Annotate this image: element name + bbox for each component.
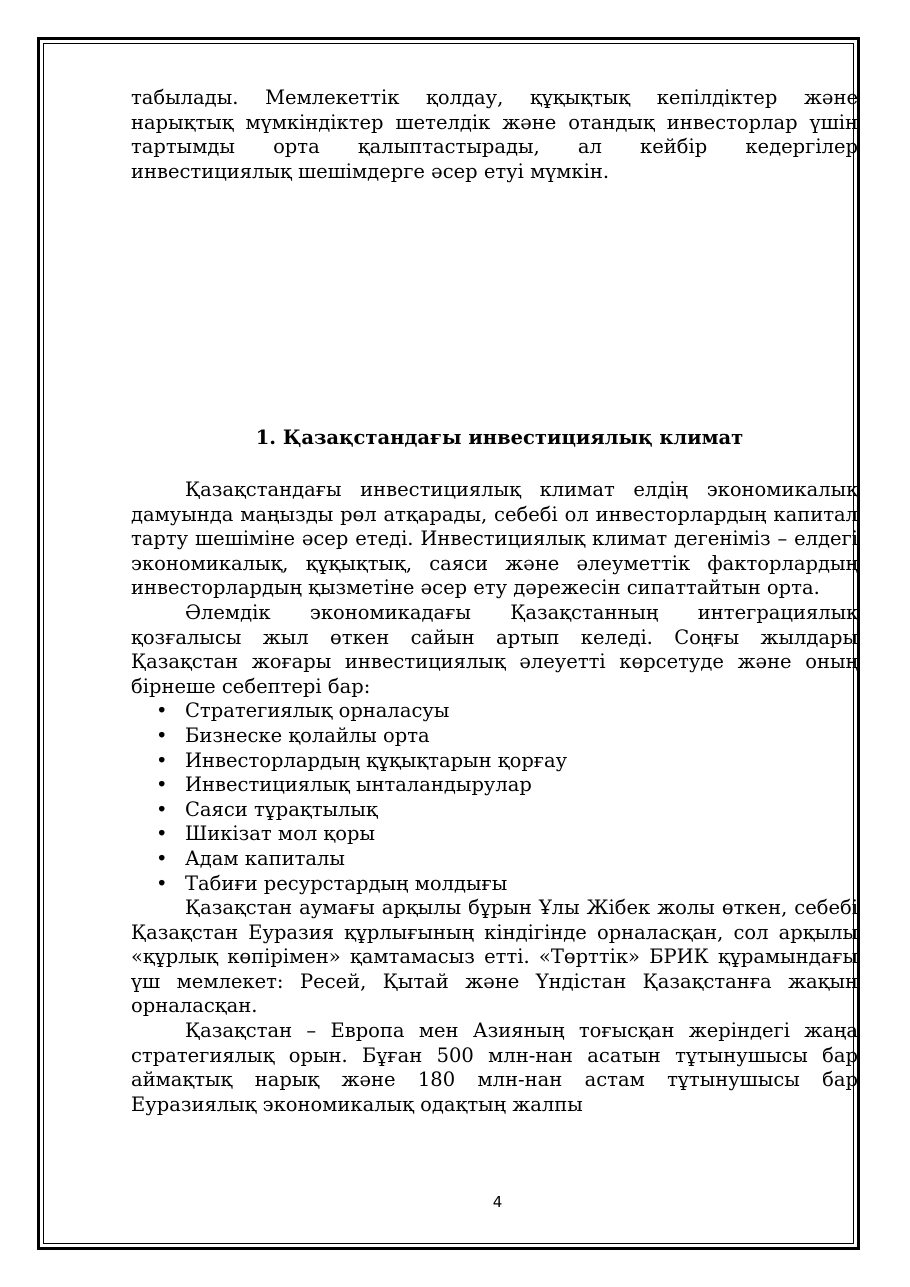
list-item: • Табиғи ресурстардың молдығы	[131, 872, 858, 897]
paragraph-4: Қазақстан – Европа мен Азияның тоғысқан жеріндегі жаңа стратегиялық орын. Бұған 500 млн-нан асатын тұтынушысы бар аймақтық нарық және 180 млн-нан астам тұтынушысы бар Еуразиялық экономикалық одақтың жалпы	[131, 1019, 858, 1116]
list-item: • Бизнеске қолайлы орта	[131, 724, 858, 749]
list-item: • Стратегиялық орналасуы	[131, 699, 858, 724]
list-item: • Шикізат мол қоры	[131, 822, 858, 847]
list-item: • Саяси тұрақтылық	[131, 798, 858, 823]
top-paragraph: табылады. Мемлекеттік қолдау, құқықтық кепілдіктер және нарықтық мүмкіндіктер шетелдік және отандық инвесторлар үшін тартымды орта қалыптастырады, ал кейбір кедергілер инвестициялық шешімдерге әсер етуі мүмкін.	[131, 86, 858, 183]
section-body	[131, 478, 858, 1117]
list-item: • Инвестициялық ынталандырулар	[131, 773, 858, 798]
page-content	[131, 86, 858, 1116]
list-item: • Адам капиталы	[131, 847, 858, 872]
page-number: 4	[492, 1193, 503, 1211]
list-item: • Инвесторлардың құқықтарын қорғау	[131, 749, 858, 774]
paragraph-3: Қазақстан аумағы арқылы бұрын Ұлы Жібек жолы өткен, себебі Қазақстан Еуразия құрлығының кіндігінде орналасқан, сол арқылы «құрлық көпірімен» қамтамасыз етті. «Төрттік» БРИК құрамындағы үш мемлекет: Ресей, Қытай және Үндістан Қазақстанға жақын орналасқан.	[131, 896, 858, 1018]
paragraph-1: Қазақстандағы инвестициялық климат елдің экономикалық дамуында маңызды рөл атқарады, себебі ол инвесторлардың капитал тарту шешіміне әсер етеді. Инвестициялық климат дегеніміз – елдегі экономикалық, құқықтық, саяси және әлеуметтік факторлардың инвесторлардың қызметіне әсер ету дәрежесін сипаттайтын орта.	[131, 478, 858, 600]
bullet-list	[131, 699, 858, 896]
section-heading: 1. Қазақстандағы инвестициялық климат	[255, 426, 744, 449]
paragraph-2: Әлемдік экономикадағы Қазақстанның интеграциялық қозғалысы жыл өткен сайын артып келеді. Соңғы жылдары Қазақстан жоғары инвестициялық әлеуетті көрсетуде және оның бірнеше себептері бар:	[131, 600, 858, 698]
